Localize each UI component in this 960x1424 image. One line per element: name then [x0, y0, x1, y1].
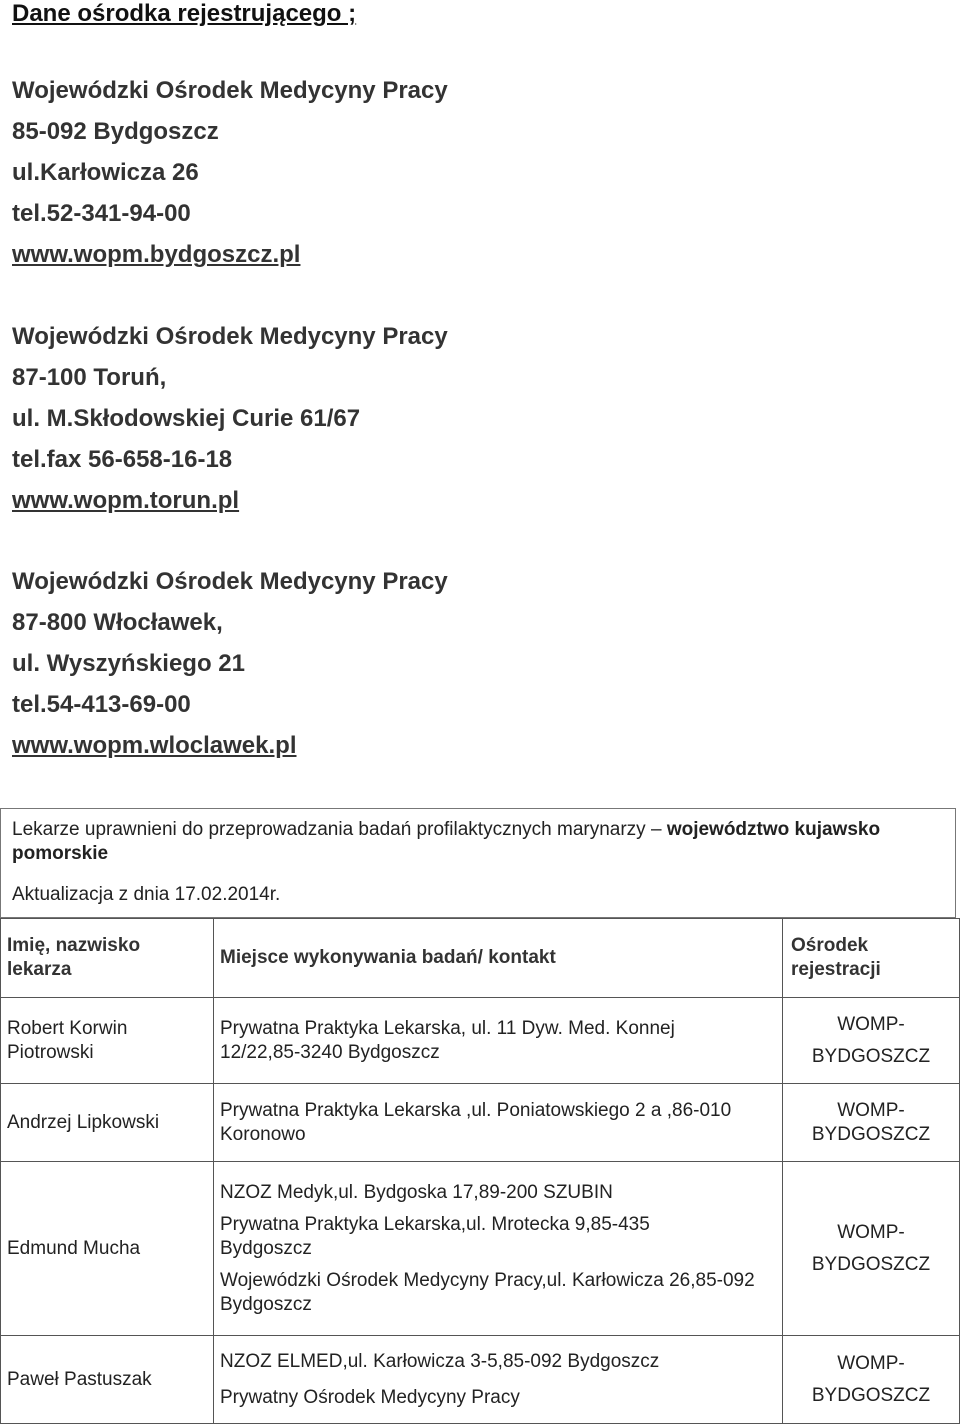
- center-city: 87-100 Toruń,: [12, 364, 167, 391]
- place-entry: Prywatna Praktyka Lekarska,ul. Mrotecka 9,85-435 Bydgoszcz: [220, 1213, 650, 1259]
- center-code-line2: BYDGOSZCZ: [811, 1384, 931, 1406]
- center-code-line2: BYDGOSZCZ: [811, 1045, 931, 1067]
- place-cell: [214, 1336, 783, 1424]
- place-cell: [214, 1162, 783, 1336]
- place-entry: Prywatna Praktyka Lekarska, ul. 11 Dyw. Med. Konnej 12/22,85-3240 Bydgoszcz: [220, 1017, 675, 1063]
- place-entry: NZOZ Medyk,ul. Bydgoska 17,89-200 SZUBIN: [220, 1181, 613, 1203]
- place-cell: [214, 1084, 783, 1162]
- table-row: [1, 1336, 960, 1424]
- header-center-line1: Ośrodek: [791, 935, 869, 956]
- center-street: ul. Wyszyńskiego 21: [12, 650, 245, 677]
- center-phone: tel.fax 56-658-16-18: [12, 446, 233, 473]
- center-address-bydgoszcz: [12, 70, 448, 275]
- center-phone: tel.54-413-69-00: [12, 691, 191, 718]
- update-date: Aktualizacja z dnia 17.02.2014r.: [12, 884, 281, 905]
- doctor-cell: [1, 998, 214, 1084]
- center-address-wloclawek: [12, 561, 448, 766]
- center-code-line1: WOMP-: [837, 1013, 905, 1035]
- table-header-row: [1, 919, 960, 998]
- center-cell: [783, 998, 960, 1084]
- center-address-torun: [12, 316, 448, 521]
- doctors-table: [0, 918, 960, 1424]
- doctor-name-line1: Robert Korwin: [7, 1017, 128, 1039]
- info-description: [12, 818, 912, 866]
- center-cell: [783, 1084, 960, 1162]
- center-cell: [783, 1336, 960, 1424]
- center-city: 87-800 Włocławek,: [12, 609, 223, 636]
- center-street: ul.Karłowicza 26: [12, 159, 199, 186]
- header-center-line2: rejestracji: [791, 959, 881, 980]
- center-code-line2: BYDGOSZCZ: [811, 1253, 931, 1275]
- center-website-link[interactable]: www.wopm.wloclawek.pl: [12, 732, 297, 759]
- doctor-cell: [1, 1162, 214, 1336]
- place-entry: NZOZ ELMED,ul. Karłowicza 3-5,85-092 Bydgoszcz: [220, 1350, 660, 1372]
- center-name: Wojewódzki Ośrodek Medycyny Pracy: [12, 568, 448, 595]
- doctor-cell: [1, 1084, 214, 1162]
- center-name: Wojewódzki Ośrodek Medycyny Pracy: [12, 323, 448, 350]
- center-cell: [783, 1162, 960, 1336]
- center-code-line1: WOMP-: [837, 1352, 905, 1374]
- header-doctor-line1: Imię, nazwisko: [7, 935, 141, 956]
- header-doctor-line2: lekarza: [7, 959, 72, 980]
- place-cell: [214, 998, 783, 1084]
- center-code-line1: WOMP-: [837, 1099, 905, 1121]
- header-place: Miejsce wykonywania badań/ kontakt: [214, 919, 783, 998]
- doctor-cell: [1, 1336, 214, 1424]
- table-row: [1, 1084, 960, 1162]
- center-phone: tel.52-341-94-00: [12, 200, 191, 227]
- center-street: ul. M.Skłodowskiej Curie 61/67: [12, 405, 361, 432]
- doctor-name-line2: Piotrowski: [7, 1041, 94, 1063]
- info-text: Lekarze uprawnieni do przeprowadzania badań profilaktycznych marynarzy –: [12, 819, 662, 840]
- place-entry: Prywatna Praktyka Lekarska ,ul. Poniatowskiego 2 a ,86-010 Koronowo: [220, 1099, 732, 1145]
- center-city: 85-092 Bydgoszcz: [12, 118, 219, 145]
- table-row: [1, 998, 960, 1084]
- center-name: Wojewódzki Ośrodek Medycyny Pracy: [12, 77, 448, 104]
- center-code-line2: BYDGOSZCZ: [811, 1123, 931, 1145]
- doctor-name-line1: Edmund Mucha: [7, 1237, 141, 1259]
- header-center: [783, 919, 960, 998]
- table-row: [1, 1162, 960, 1336]
- doctor-name-line1: Andrzej Lipkowski: [7, 1111, 160, 1133]
- doctor-name-line1: Paweł Pastuszak: [7, 1368, 152, 1390]
- info-region: województwo kujawsko pomorskie: [12, 819, 881, 864]
- place-entry: Prywatny Ośrodek Medycyny Pracy: [220, 1386, 520, 1408]
- page-heading: Dane ośrodka rejestrującego ;: [12, 0, 357, 27]
- center-website-link[interactable]: www.wopm.bydgoszcz.pl: [12, 241, 301, 268]
- center-website-link[interactable]: www.wopm.torun.pl: [12, 487, 240, 514]
- place-entry: Wojewódzki Ośrodek Medycyny Pracy,ul. Karłowicza 26,85-092 Bydgoszcz: [220, 1269, 755, 1315]
- header-doctor: [1, 919, 214, 998]
- center-code-line1: WOMP-: [837, 1221, 905, 1243]
